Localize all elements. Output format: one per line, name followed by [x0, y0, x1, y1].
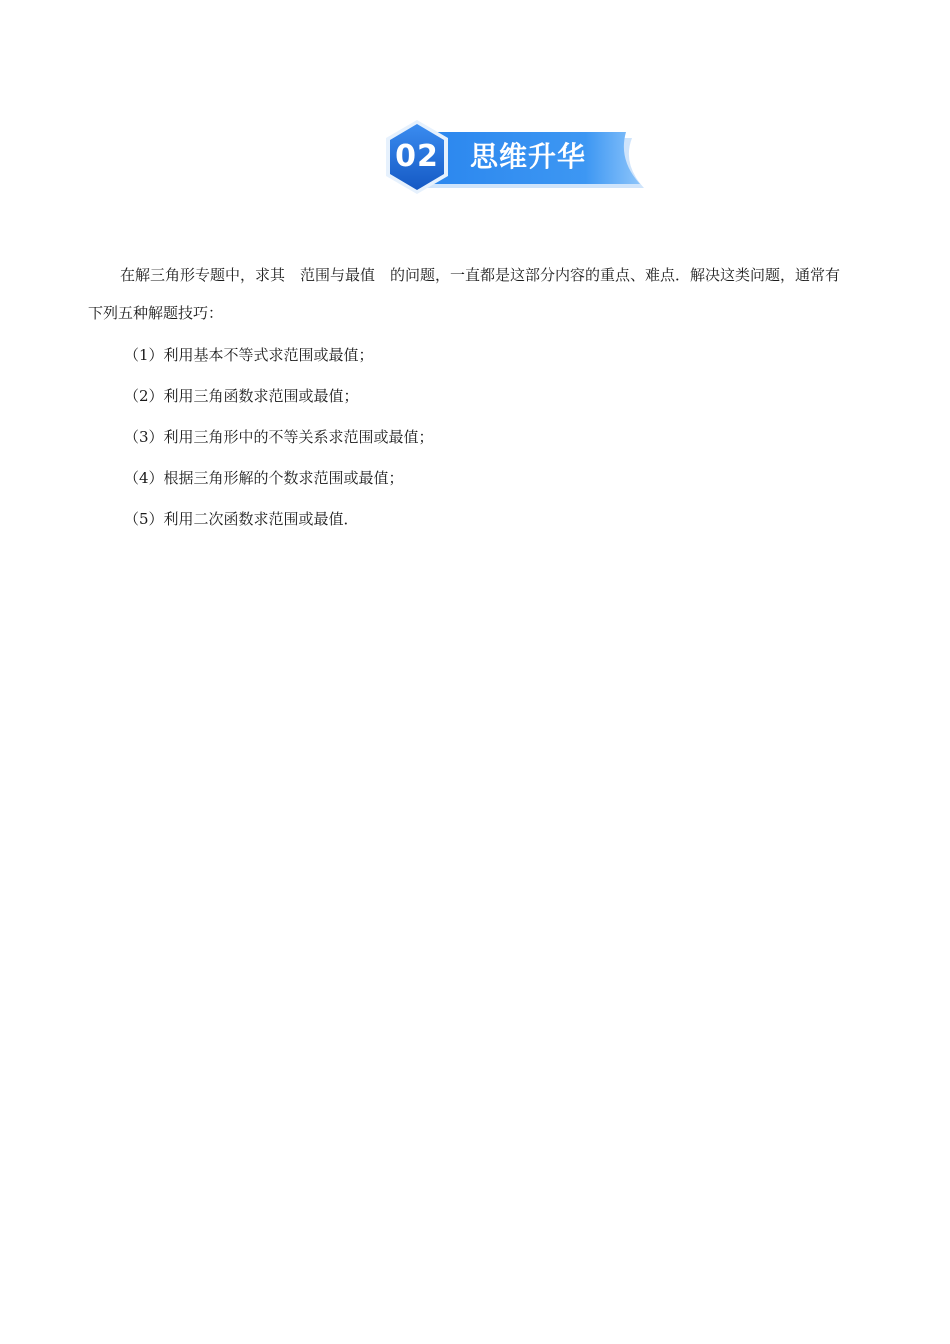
list-item: （4）根据三角形解的个数求范围或最值；: [124, 469, 404, 487]
list-item: （1）利用基本不等式求范围或最值；: [124, 346, 374, 364]
intro-paragraph: [88, 256, 850, 332]
technique-list: [88, 335, 850, 540]
list-item: （2）利用三角函数求范围或最值；: [124, 387, 359, 405]
intro-text-1: 在解三角形专题中，求其: [120, 266, 286, 284]
list-item: （3）利用三角形中的不等关系求范围或最值；: [124, 428, 434, 446]
list-item: （5）利用二次函数求范围或最值．: [124, 510, 359, 528]
intro-text-3: 的问题，一直都是这部分内容的重点、难点．解决这类问题，通常有下列五种解题技巧：: [88, 266, 841, 322]
section-title: 思维升华: [470, 140, 587, 173]
intro-text-2: 范围与最值: [300, 266, 376, 284]
section-header-badge: [382, 118, 644, 196]
document-body: [88, 256, 850, 540]
section-number: 02: [395, 139, 439, 174]
